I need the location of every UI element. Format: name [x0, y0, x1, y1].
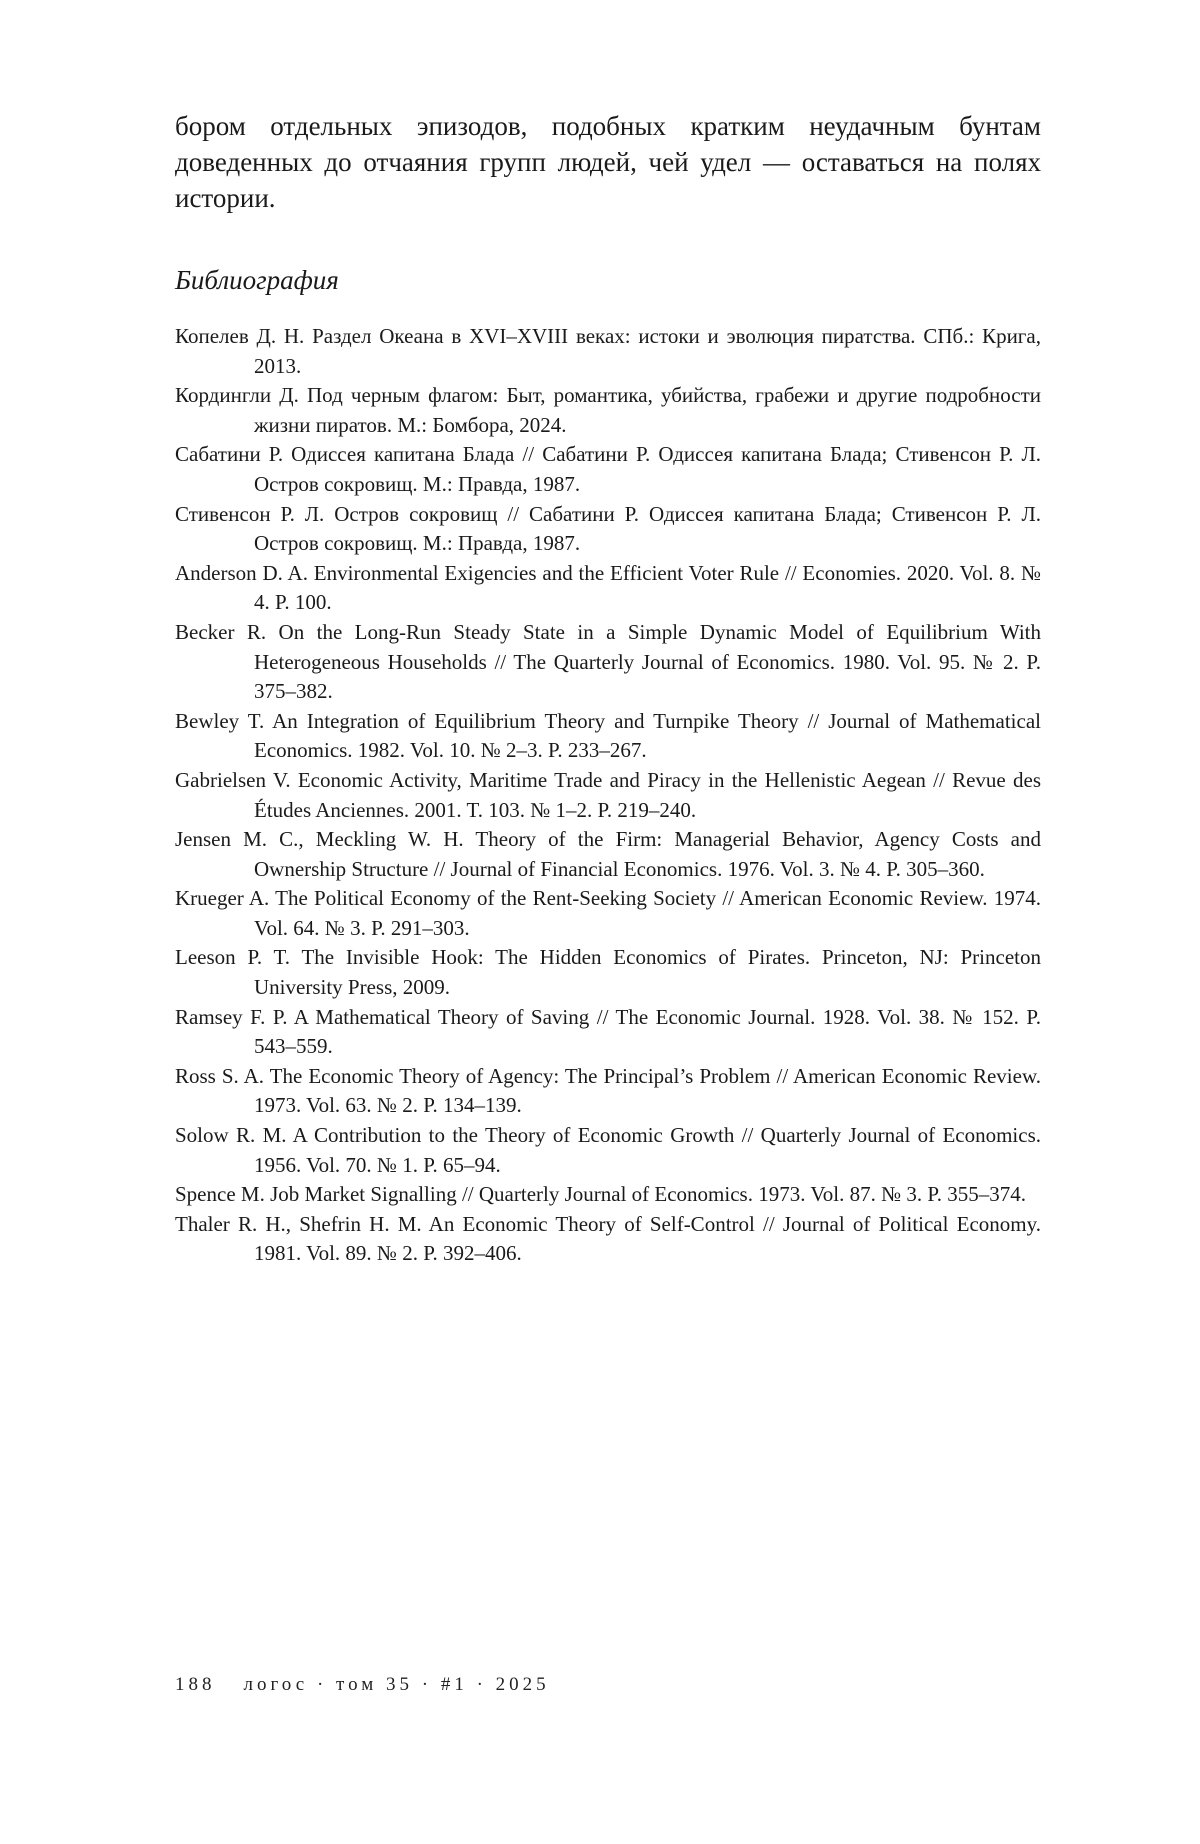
bibliography-entry: Копелев Д. Н. Раздел Океана в XVI–XVIII веках: истоки и эволюция пиратства. СПб.: Крига, 2013.	[175, 324, 1041, 378]
bibliography-entry: Стивенсон Р. Л. Остров сокровищ // Сабатини Р. Одиссея капитана Блада; Стивенсон Р. Л. Остров сокровищ. М.: Правда, 1987.	[175, 501, 1041, 556]
page-footer	[175, 1674, 550, 1696]
bibliography-entry: Leeson P. T. The Invisible Hook: The Hidden Economics of Pirates. Princeton, NJ: Princeton University Press, 2009.	[175, 945, 1041, 1000]
bibliography-heading: Библиография	[175, 265, 339, 295]
running-title: логос · том 35 · #1 · 2025	[243, 1674, 550, 1695]
bibliography-entry: Anderson D. A. Environmental Exigencies and the Efficient Voter Rule // Economies. 2020. Vol. 8. № 4. P. 100.	[175, 560, 1041, 615]
bibliography-entry: Krueger A. The Political Economy of the Rent-Seeking Society // American Economic Review. 1974. Vol. 64. № 3. P. 291–303.	[175, 886, 1041, 940]
bibliography-entry: Jensen M. C., Meckling W. H. Theory of the Firm: Managerial Behavior, Agency Costs and Ownership Structure // Journal of Financial Economics. 1976. Vol. 3. № 4. P. 305–360.	[175, 827, 1041, 881]
bibliography-entry: Ramsey F. P. A Mathematical Theory of Saving // The Economic Journal. 1928. Vol. 38. № 152. P. 543–559.	[175, 1004, 1041, 1059]
bibliography-list	[175, 322, 1041, 1269]
bibliography-entry: Spence M. Job Market Signalling // Quarterly Journal of Economics. 1973. Vol. 87. № 3. P. 355–374.	[175, 1182, 1027, 1207]
bibliography-entry: Сабатини Р. Одиссея капитана Блада // Сабатини Р. Одиссея капитана Блада; Стивенсон Р. Л. Остров сокровищ. М.: Правда, 1987.	[175, 442, 1041, 496]
bibliography-entry: Solow R. M. A Contribution to the Theory of Economic Growth // Quarterly Journal of Economics. 1956. Vol. 70. № 1. P. 65–94.	[175, 1123, 1041, 1177]
bibliography-entry: Becker R. On the Long-Run Steady State in a Simple Dynamic Model of Equilibrium With Heterogeneous Households // The Quarterly Journal of Economics. 1980. Vol. 95. № 2. P. 375–382.	[175, 619, 1041, 704]
page-number: 188	[175, 1674, 216, 1695]
body-paragraph: бором отдельных эпизодов, подобных кратким неудачным бунтам доведенных до отчаяния групп людей, чей удел — оставаться на полях истории.	[175, 111, 1041, 213]
bibliography-entry: Кордингли Д. Под черным флагом: Быт, романтика, убийства, грабежи и другие подробности жизни пиратов. М.: Бомбора, 2024.	[175, 383, 1041, 437]
bibliography-entry: Thaler R. H., Shefrin H. M. An Economic Theory of Self-Control // Journal of Political Economy. 1981. Vol. 89. № 2. P. 392–406.	[175, 1211, 1041, 1266]
bibliography-entry: Ross S. A. The Economic Theory of Agency: The Principal’s Problem // American Economic Review. 1973. Vol. 63. № 2. P. 134–139.	[175, 1063, 1041, 1118]
bibliography-entry: Bewley T. An Integration of Equilibrium Theory and Turnpike Theory // Journal of Mathematical Economics. 1982. Vol. 10. № 2–3. P. 233–267.	[175, 708, 1041, 763]
bibliography-entry: Gabrielsen V. Economic Activity, Maritime Trade and Piracy in the Hellenistic Aegean // Revue des Études Anciennes. 2001. T. 103. № 1–2. P. 219–240.	[175, 767, 1041, 822]
